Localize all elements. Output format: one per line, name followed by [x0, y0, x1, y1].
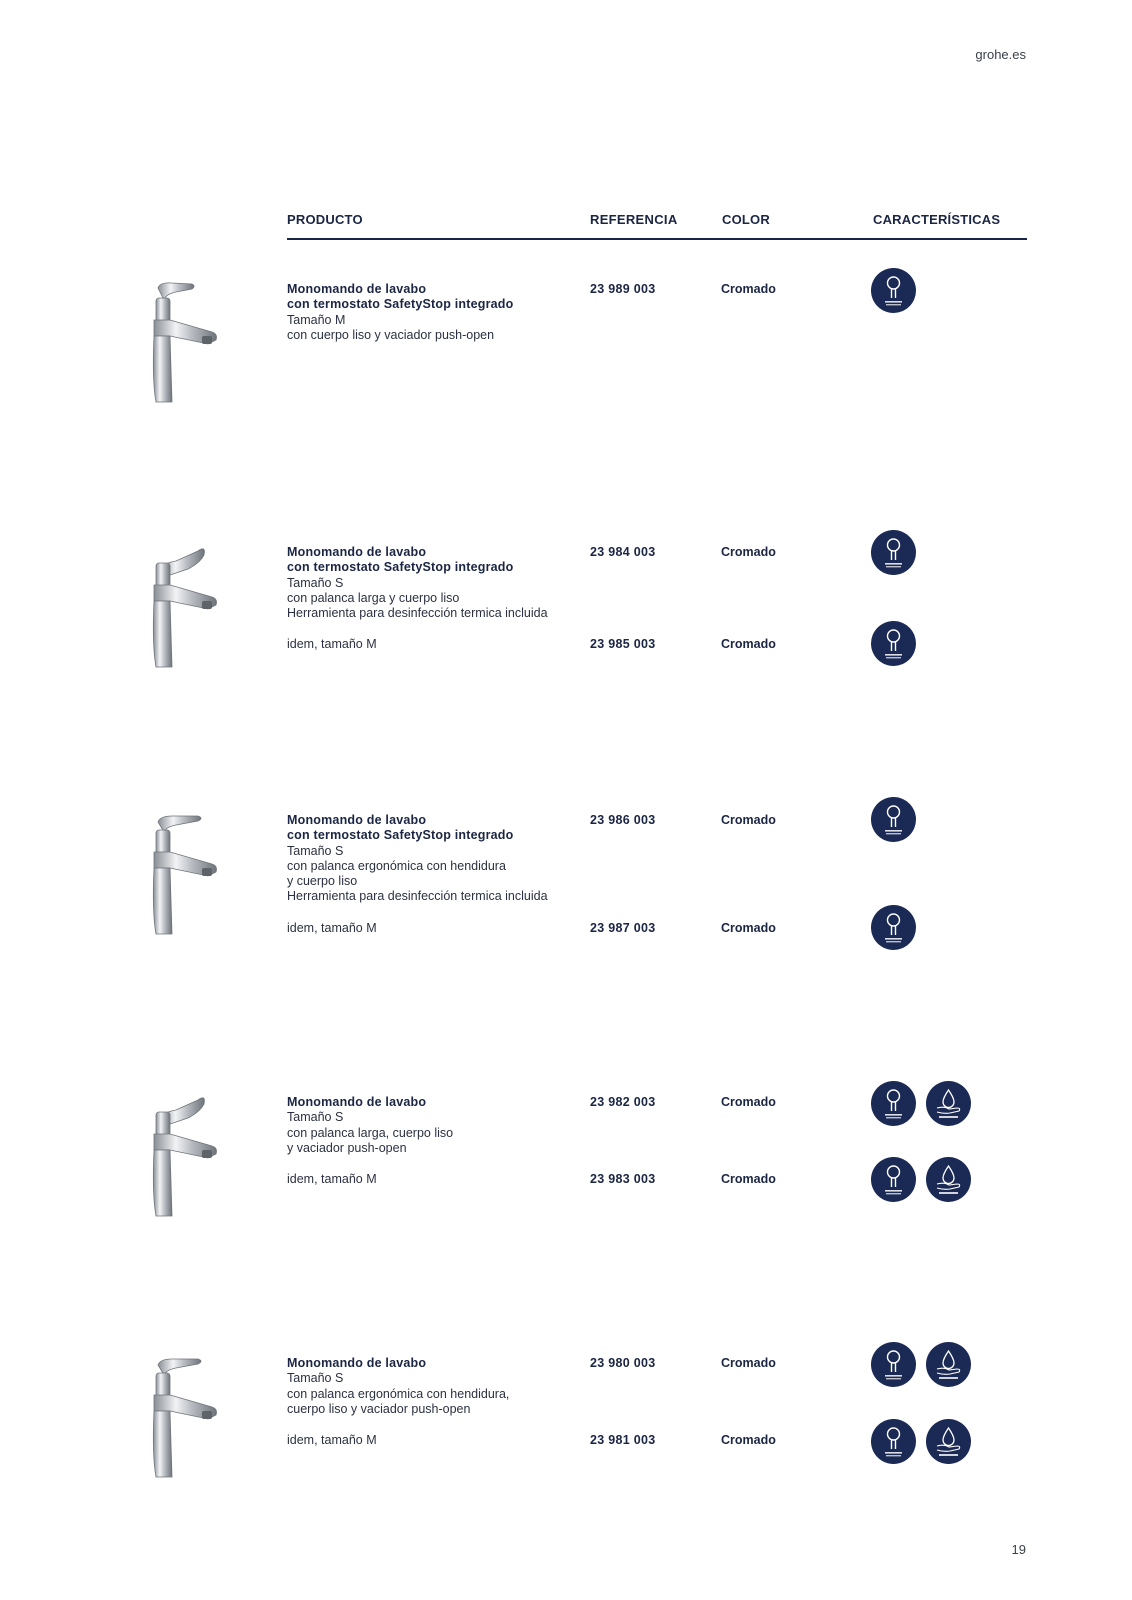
water-saving-badge-icon	[926, 1157, 971, 1202]
product-title: Monomando de lavabo	[287, 813, 427, 827]
product-description	[287, 1433, 582, 1448]
feature-icons	[871, 905, 916, 950]
product-title: Monomando de lavabo	[287, 545, 427, 559]
product-title: Monomando de lavabo	[287, 282, 427, 296]
product-detail: y vaciador push-open	[287, 1140, 407, 1155]
product-detail: Tamaño S	[287, 1110, 344, 1125]
faucet-long-lever-icon	[120, 1094, 230, 1219]
product-description	[287, 637, 582, 652]
column-header-producto: PRODUCTO	[287, 212, 363, 227]
product-color: Cromado	[721, 1433, 776, 1447]
product-detail: con palanca larga, cuerpo liso	[287, 1125, 454, 1140]
product-title: Monomando de lavabo	[287, 1356, 427, 1370]
feature-icons	[871, 1419, 971, 1464]
product-reference: 23 984 003	[590, 545, 656, 559]
product-color: Cromado	[721, 282, 776, 296]
product-detail: con cuerpo liso y vaciador push-open	[287, 327, 495, 342]
product-description	[287, 813, 582, 905]
product-detail: idem, tamaño M	[287, 637, 377, 651]
product-reference: 23 981 003	[590, 1433, 656, 1447]
feature-icons	[871, 530, 916, 575]
product-description	[287, 1172, 582, 1187]
faucet-long-lever-icon	[120, 545, 230, 670]
product-color: Cromado	[721, 637, 776, 651]
water-saving-badge-icon	[926, 1081, 971, 1126]
product-reference: 23 986 003	[590, 813, 656, 827]
grohe-safety-badge-icon	[871, 621, 916, 666]
product-description	[287, 921, 582, 936]
feature-icons	[871, 1081, 971, 1126]
product-reference: 23 987 003	[590, 921, 656, 935]
water-saving-badge-icon	[926, 1342, 971, 1387]
feature-icons	[871, 797, 916, 842]
product-detail: Tamaño S	[287, 575, 344, 590]
table-header	[287, 212, 1027, 240]
product-reference: 23 982 003	[590, 1095, 656, 1109]
product-title: Monomando de lavabo	[287, 1095, 427, 1109]
product-description	[287, 545, 582, 621]
product-detail: y cuerpo liso	[287, 874, 358, 889]
grohe-safety-badge-icon	[871, 1081, 916, 1126]
site-url: grohe.es	[975, 47, 1026, 62]
feature-icons	[871, 621, 916, 666]
product-reference: 23 989 003	[590, 282, 656, 296]
water-saving-badge-icon	[926, 1419, 971, 1464]
grohe-safety-badge-icon	[871, 1419, 916, 1464]
product-description	[287, 1095, 582, 1156]
product-detail: Tamaño M	[287, 312, 346, 327]
product-title: con termostato SafetyStop integrado	[287, 297, 514, 312]
product-detail: con palanca ergonómica con hendidura	[287, 858, 506, 873]
column-header-referencia: REFERENCIA	[590, 212, 678, 227]
column-header-color: COLOR	[722, 212, 770, 227]
product-detail: con palanca larga y cuerpo liso	[287, 590, 460, 605]
product-detail: Herramienta para desinfección termica incluida	[287, 889, 548, 904]
grohe-safety-badge-icon	[871, 530, 916, 575]
product-detail: idem, tamaño M	[287, 1172, 377, 1186]
product-color: Cromado	[721, 545, 776, 559]
faucet-ergonomic-lever-icon	[120, 812, 230, 937]
product-detail: Tamaño S	[287, 843, 344, 858]
product-detail: con palanca ergonómica con hendidura,	[287, 1386, 510, 1401]
feature-icons	[871, 1342, 971, 1387]
product-detail: idem, tamaño M	[287, 921, 377, 935]
column-header-caracteristicas: CARACTERÍSTICAS	[873, 212, 1001, 227]
product-description	[287, 282, 582, 343]
product-reference: 23 985 003	[590, 637, 656, 651]
product-detail: cuerpo liso y vaciador push-open	[287, 1401, 471, 1416]
page-number: 19	[1011, 1542, 1026, 1557]
product-reference: 23 983 003	[590, 1172, 656, 1186]
grohe-safety-badge-icon	[871, 1342, 916, 1387]
grohe-safety-badge-icon	[871, 797, 916, 842]
product-color: Cromado	[721, 1172, 776, 1186]
product-detail: Herramienta para desinfección termica incluida	[287, 606, 548, 621]
product-detail: Tamaño S	[287, 1371, 344, 1386]
product-title: con termostato SafetyStop integrado	[287, 828, 514, 843]
grohe-safety-badge-icon	[871, 1157, 916, 1202]
product-color: Cromado	[721, 921, 776, 935]
product-description	[287, 1356, 582, 1417]
product-title: con termostato SafetyStop integrado	[287, 560, 514, 575]
feature-icons	[871, 1157, 971, 1202]
feature-icons	[871, 268, 916, 313]
grohe-safety-badge-icon	[871, 905, 916, 950]
product-detail: idem, tamaño M	[287, 1433, 377, 1447]
product-color: Cromado	[721, 1356, 776, 1370]
faucet-short-lever-icon	[120, 280, 230, 405]
grohe-safety-badge-icon	[871, 268, 916, 313]
product-color: Cromado	[721, 1095, 776, 1109]
product-reference: 23 980 003	[590, 1356, 656, 1370]
product-color: Cromado	[721, 813, 776, 827]
faucet-ergonomic-lever-icon	[120, 1355, 230, 1480]
